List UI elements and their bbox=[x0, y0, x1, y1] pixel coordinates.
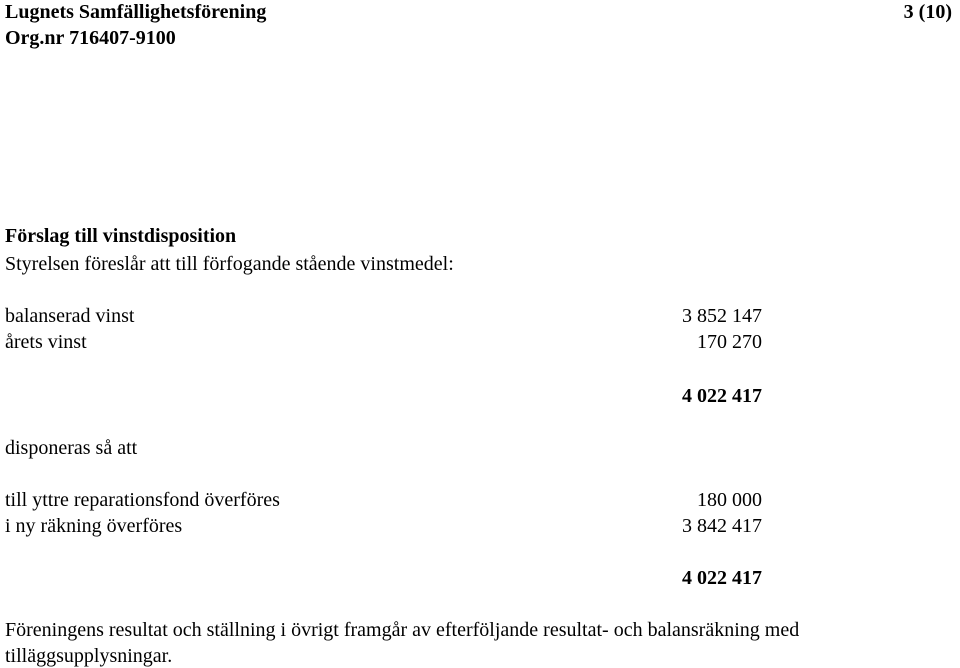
disposition-total: 4 022 417 bbox=[682, 567, 762, 589]
footer-note-line-2: tilläggsupplysningar. bbox=[5, 645, 173, 667]
page-number: 3 (10) bbox=[903, 1, 952, 23]
available-total: 4 022 417 bbox=[682, 385, 762, 407]
carried-forward-label: i ny räkning överföres bbox=[5, 515, 183, 537]
year-profit-label: årets vinst bbox=[5, 331, 87, 353]
carried-forward-amount: 3 842 417 bbox=[682, 515, 762, 537]
year-profit-amount: 170 270 bbox=[697, 331, 762, 353]
balanced-profit-label: balanserad vinst bbox=[5, 305, 135, 327]
organization-name: Lugnets Samfällighetsförening bbox=[5, 1, 267, 23]
section-intro: Styrelsen föreslår att till förfogande stående vinstmedel: bbox=[5, 253, 454, 275]
repair-fund-label: till yttre reparationsfond överföres bbox=[5, 489, 280, 511]
balanced-profit-amount: 3 852 147 bbox=[682, 305, 762, 327]
repair-fund-amount: 180 000 bbox=[697, 489, 762, 511]
organization-number: Org.nr 716407-9100 bbox=[5, 27, 176, 49]
section-title: Förslag till vinstdisposition bbox=[5, 225, 237, 247]
footer-note-line-1: Föreningens resultat och ställning i övrigt framgår av efterföljande resultat- och balansräkning med bbox=[5, 619, 800, 641]
disposition-heading: disponeras så att bbox=[5, 437, 138, 459]
